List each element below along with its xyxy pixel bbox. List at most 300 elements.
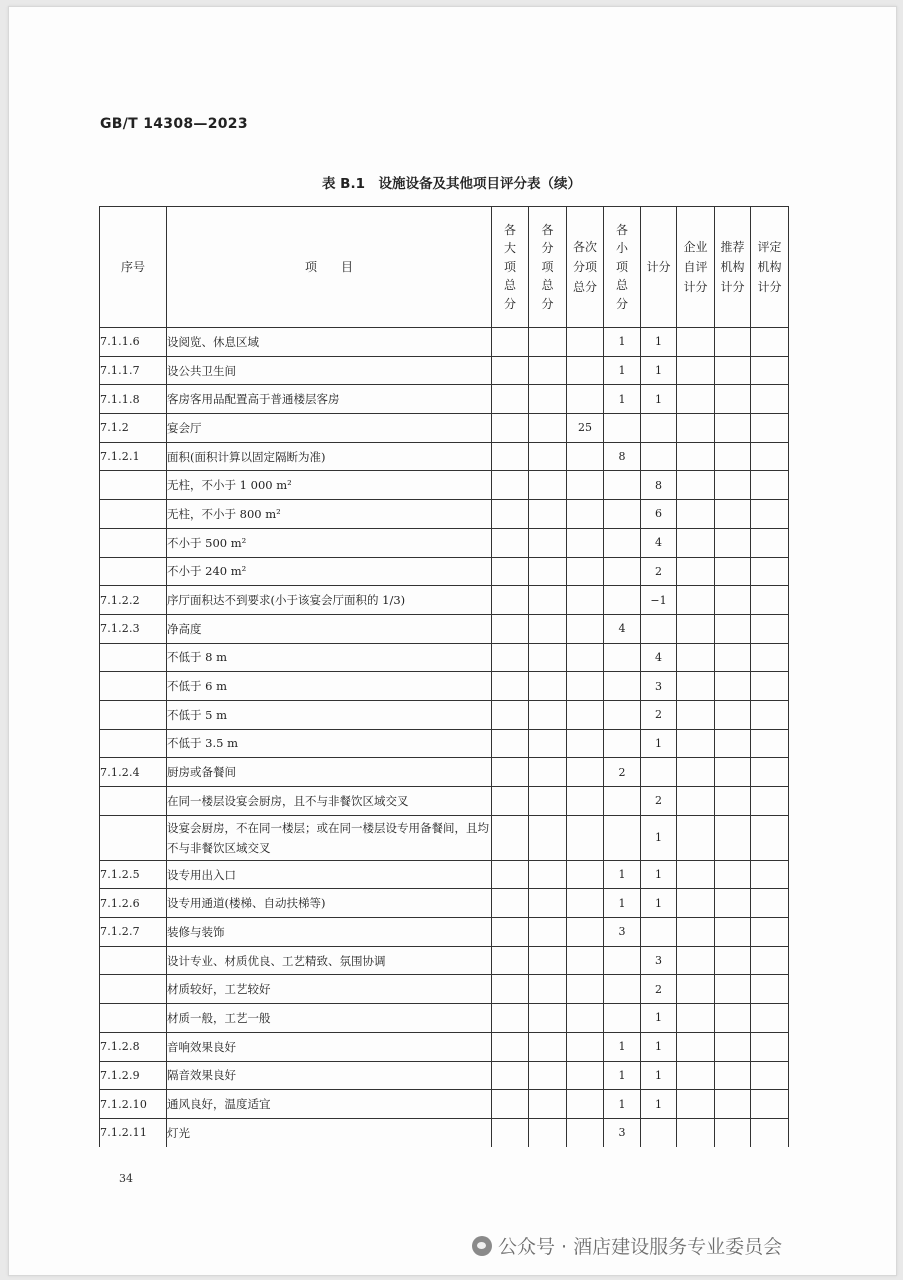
cell-c3 (567, 614, 604, 643)
cell-c1 (492, 1090, 529, 1119)
cell-c2 (529, 700, 567, 729)
cell-seq (100, 729, 167, 758)
cell-c2 (529, 918, 567, 947)
cell-self-eval (677, 1090, 715, 1119)
cell-c5: 1 (641, 889, 677, 918)
cell-self-eval (677, 557, 715, 586)
cell-c1 (492, 586, 529, 615)
cell-c4: 1 (604, 1061, 641, 1090)
cell-rating (751, 356, 789, 385)
cell-seq (100, 815, 167, 860)
cell-c2 (529, 672, 567, 701)
cell-rating (751, 758, 789, 787)
cell-recommend (715, 1032, 751, 1061)
cell-c3 (567, 1032, 604, 1061)
cell-c2 (529, 356, 567, 385)
cell-c5: 4 (641, 643, 677, 672)
cell-c4: 1 (604, 385, 641, 414)
cell-item: 设专用出入口 (167, 860, 492, 889)
table-row (100, 1118, 789, 1147)
table-row (100, 918, 789, 947)
cell-rating (751, 1061, 789, 1090)
cell-seq (100, 700, 167, 729)
cell-c2 (529, 385, 567, 414)
table-row (100, 946, 789, 975)
table-row (100, 557, 789, 586)
cell-recommend (715, 614, 751, 643)
cell-rating (751, 1004, 789, 1033)
cell-seq (100, 471, 167, 500)
cell-self-eval (677, 975, 715, 1004)
cell-c3 (567, 356, 604, 385)
cell-item: 设公共卫生间 (167, 356, 492, 385)
cell-c4 (604, 528, 641, 557)
cell-item: 不小于 500 m² (167, 528, 492, 557)
cell-c4 (604, 946, 641, 975)
cell-rating (751, 614, 789, 643)
cell-item: 隔音效果良好 (167, 1061, 492, 1090)
cell-seq (100, 946, 167, 975)
table-row (100, 889, 789, 918)
cell-c3 (567, 528, 604, 557)
watermark-text: 公众号 · 酒店建设服务专业委员会 (498, 1236, 783, 1258)
cell-item: 材质一般，工艺一般 (167, 1004, 492, 1033)
cell-c1 (492, 500, 529, 529)
cell-c5: 1 (641, 385, 677, 414)
cell-c5: 1 (641, 356, 677, 385)
cell-self-eval (677, 500, 715, 529)
cell-rating (751, 500, 789, 529)
header-minor-total: 各小项总分 (604, 207, 641, 328)
cell-c1 (492, 1004, 529, 1033)
header-seq: 序号 (100, 207, 167, 328)
cell-seq: 7.1.2.4 (100, 758, 167, 787)
cell-c4 (604, 787, 641, 816)
cell-c3 (567, 385, 604, 414)
page-number: 34 (119, 1172, 133, 1185)
cell-c3 (567, 975, 604, 1004)
cell-self-eval (677, 860, 715, 889)
cell-rating (751, 1032, 789, 1061)
table-header-row (100, 207, 789, 328)
table-row (100, 442, 789, 471)
cell-c3 (567, 758, 604, 787)
cell-c5: 1 (641, 328, 677, 357)
cell-self-eval (677, 815, 715, 860)
cell-recommend (715, 758, 751, 787)
cell-c1 (492, 643, 529, 672)
cell-rating (751, 672, 789, 701)
cell-c4 (604, 729, 641, 758)
cell-c1 (492, 1118, 529, 1147)
table-row (100, 1061, 789, 1090)
cell-c2 (529, 1090, 567, 1119)
cell-self-eval (677, 1061, 715, 1090)
table-row (100, 614, 789, 643)
cell-c1 (492, 700, 529, 729)
cell-recommend (715, 586, 751, 615)
cell-seq: 7.1.2.3 (100, 614, 167, 643)
cell-seq: 7.1.2.5 (100, 860, 167, 889)
cell-item: 厨房或备餐间 (167, 758, 492, 787)
cell-self-eval (677, 356, 715, 385)
table-row (100, 328, 789, 357)
cell-item: 不低于 5 m (167, 700, 492, 729)
cell-item: 设阅览、休息区域 (167, 328, 492, 357)
cell-rating (751, 471, 789, 500)
table-row (100, 414, 789, 443)
cell-c3 (567, 889, 604, 918)
cell-c2 (529, 500, 567, 529)
cell-rating (751, 729, 789, 758)
cell-recommend (715, 643, 751, 672)
table-row (100, 787, 789, 816)
cell-recommend (715, 815, 751, 860)
cell-c3 (567, 557, 604, 586)
cell-self-eval (677, 672, 715, 701)
cell-self-eval (677, 414, 715, 443)
cell-c1 (492, 614, 529, 643)
cell-c1 (492, 672, 529, 701)
cell-c5: 1 (641, 729, 677, 758)
cell-recommend (715, 414, 751, 443)
cell-c3 (567, 586, 604, 615)
header-rating: 评定机构计分 (751, 207, 789, 328)
cell-c2 (529, 758, 567, 787)
cell-rating (751, 700, 789, 729)
cell-c2 (529, 614, 567, 643)
table-row (100, 385, 789, 414)
cell-rating (751, 328, 789, 357)
cell-rating (751, 889, 789, 918)
watermark (472, 1232, 782, 1259)
cell-seq: 7.1.2.9 (100, 1061, 167, 1090)
cell-c4: 1 (604, 356, 641, 385)
cell-c1 (492, 557, 529, 586)
cell-item: 材质较好，工艺较好 (167, 975, 492, 1004)
cell-c3 (567, 787, 604, 816)
cell-rating (751, 1090, 789, 1119)
cell-c4 (604, 815, 641, 860)
cell-c5: 1 (641, 815, 677, 860)
cell-c3: 25 (567, 414, 604, 443)
cell-c2 (529, 442, 567, 471)
cell-c1 (492, 946, 529, 975)
cell-item: 灯光 (167, 1118, 492, 1147)
cell-self-eval (677, 442, 715, 471)
cell-recommend (715, 471, 751, 500)
cell-c4: 1 (604, 889, 641, 918)
cell-self-eval (677, 700, 715, 729)
cell-c2 (529, 1061, 567, 1090)
cell-c5 (641, 442, 677, 471)
cell-c5: 4 (641, 528, 677, 557)
cell-self-eval (677, 385, 715, 414)
cell-recommend (715, 1090, 751, 1119)
table-row (100, 1004, 789, 1033)
cell-rating (751, 557, 789, 586)
cell-c2 (529, 643, 567, 672)
cell-seq (100, 1004, 167, 1033)
header-self-eval: 企业自评计分 (677, 207, 715, 328)
cell-seq (100, 528, 167, 557)
table-row (100, 700, 789, 729)
table-row (100, 500, 789, 529)
cell-c2 (529, 889, 567, 918)
cell-c3 (567, 729, 604, 758)
cell-c1 (492, 356, 529, 385)
cell-recommend (715, 557, 751, 586)
cell-self-eval (677, 889, 715, 918)
header-subsub-total: 各次分项总分 (567, 207, 604, 328)
cell-c2 (529, 586, 567, 615)
cell-self-eval (677, 787, 715, 816)
cell-c1 (492, 815, 529, 860)
cell-recommend (715, 946, 751, 975)
cell-c3 (567, 672, 604, 701)
cell-item: 装修与装饰 (167, 918, 492, 947)
cell-c2 (529, 946, 567, 975)
cell-c2 (529, 1118, 567, 1147)
cell-item: 不低于 3.5 m (167, 729, 492, 758)
cell-seq: 7.1.1.8 (100, 385, 167, 414)
cell-c2 (529, 471, 567, 500)
cell-seq: 7.1.2.2 (100, 586, 167, 615)
cell-c4: 2 (604, 758, 641, 787)
cell-self-eval (677, 328, 715, 357)
cell-c5: 2 (641, 700, 677, 729)
cell-c4 (604, 1004, 641, 1033)
cell-c5: 1 (641, 860, 677, 889)
cell-c5: −1 (641, 586, 677, 615)
cell-recommend (715, 1004, 751, 1033)
table-row (100, 729, 789, 758)
table-caption: 表 B.1 设施设备及其他项目评分表（续） (321, 176, 581, 192)
cell-c3 (567, 1004, 604, 1033)
cell-c5 (641, 614, 677, 643)
cell-c2 (529, 729, 567, 758)
cell-seq (100, 787, 167, 816)
cell-c1 (492, 918, 529, 947)
cell-recommend (715, 442, 751, 471)
cell-c2 (529, 328, 567, 357)
cell-seq: 7.1.1.7 (100, 356, 167, 385)
cell-seq (100, 557, 167, 586)
cell-rating (751, 975, 789, 1004)
cell-c3 (567, 700, 604, 729)
cell-c5: 3 (641, 946, 677, 975)
cell-c5: 2 (641, 557, 677, 586)
table-row (100, 758, 789, 787)
cell-c4: 1 (604, 860, 641, 889)
cell-rating (751, 815, 789, 860)
cell-c5: 6 (641, 500, 677, 529)
cell-c3 (567, 946, 604, 975)
cell-self-eval (677, 946, 715, 975)
cell-rating (751, 385, 789, 414)
cell-rating (751, 918, 789, 947)
table-row (100, 815, 789, 860)
cell-c1 (492, 442, 529, 471)
cell-self-eval (677, 643, 715, 672)
cell-c4 (604, 471, 641, 500)
cell-c3 (567, 471, 604, 500)
cell-c3 (567, 1090, 604, 1119)
cell-c5: 2 (641, 975, 677, 1004)
header-score: 计分 (641, 207, 677, 328)
table-row (100, 471, 789, 500)
cell-recommend (715, 729, 751, 758)
cell-item: 序厅面积达不到要求(小于该宴会厅面积的 1/3) (167, 586, 492, 615)
cell-c1 (492, 860, 529, 889)
cell-c4: 3 (604, 1118, 641, 1147)
cell-c3 (567, 860, 604, 889)
cell-c4 (604, 586, 641, 615)
cell-c2 (529, 815, 567, 860)
cell-recommend (715, 672, 751, 701)
cell-item: 净高度 (167, 614, 492, 643)
standard-code: GB/T 14308—2023 (100, 116, 248, 132)
table-row (100, 1090, 789, 1119)
cell-c2 (529, 528, 567, 557)
cell-c2 (529, 860, 567, 889)
cell-rating (751, 787, 789, 816)
cell-c5: 8 (641, 471, 677, 500)
table-row (100, 1032, 789, 1061)
cell-c5: 3 (641, 672, 677, 701)
cell-c1 (492, 385, 529, 414)
cell-c1 (492, 414, 529, 443)
cell-c2 (529, 975, 567, 1004)
cell-item: 无柱，不小于 1 000 m² (167, 471, 492, 500)
cell-c5: 1 (641, 1032, 677, 1061)
cell-c4 (604, 500, 641, 529)
cell-c2 (529, 1004, 567, 1033)
cell-c3 (567, 918, 604, 947)
cell-c4 (604, 672, 641, 701)
cell-c5: 1 (641, 1090, 677, 1119)
cell-item: 不小于 240 m² (167, 557, 492, 586)
cell-item: 在同一楼层设宴会厨房，且不与非餐饮区域交叉 (167, 787, 492, 816)
cell-seq (100, 672, 167, 701)
table-row (100, 586, 789, 615)
cell-recommend (715, 787, 751, 816)
cell-c4 (604, 975, 641, 1004)
cell-recommend (715, 1118, 751, 1147)
cell-c3 (567, 328, 604, 357)
cell-c4: 1 (604, 1032, 641, 1061)
cell-seq (100, 975, 167, 1004)
cell-c5: 1 (641, 1061, 677, 1090)
cell-item: 面积(面积计算以固定隔断为准) (167, 442, 492, 471)
table-body (100, 328, 789, 1148)
cell-self-eval (677, 1118, 715, 1147)
cell-c3 (567, 1118, 604, 1147)
cell-self-eval (677, 729, 715, 758)
cell-c3 (567, 815, 604, 860)
cell-seq: 7.1.2.8 (100, 1032, 167, 1061)
cell-rating (751, 643, 789, 672)
cell-c4: 8 (604, 442, 641, 471)
cell-self-eval (677, 471, 715, 500)
cell-recommend (715, 500, 751, 529)
cell-c5 (641, 758, 677, 787)
wechat-icon (472, 1236, 492, 1256)
cell-seq: 7.1.2.6 (100, 889, 167, 918)
cell-c5 (641, 918, 677, 947)
cell-c3 (567, 500, 604, 529)
cell-recommend (715, 700, 751, 729)
cell-c4: 4 (604, 614, 641, 643)
cell-rating (751, 414, 789, 443)
table-row (100, 975, 789, 1004)
cell-self-eval (677, 586, 715, 615)
cell-recommend (715, 356, 751, 385)
cell-self-eval (677, 528, 715, 557)
table-row (100, 528, 789, 557)
cell-rating (751, 860, 789, 889)
cell-rating (751, 1118, 789, 1147)
cell-recommend (715, 918, 751, 947)
cell-item: 不低于 6 m (167, 672, 492, 701)
cell-self-eval (677, 918, 715, 947)
cell-rating (751, 528, 789, 557)
header-recommend: 推荐机构计分 (715, 207, 751, 328)
cell-c2 (529, 787, 567, 816)
cell-seq: 7.1.2 (100, 414, 167, 443)
table-row (100, 860, 789, 889)
cell-c5 (641, 414, 677, 443)
table-row (100, 356, 789, 385)
scoring-table (99, 206, 789, 1147)
cell-c3 (567, 442, 604, 471)
cell-item: 音响效果良好 (167, 1032, 492, 1061)
cell-c2 (529, 557, 567, 586)
cell-recommend (715, 975, 751, 1004)
table-row (100, 643, 789, 672)
cell-item: 客房客用品配置高于普通楼层客房 (167, 385, 492, 414)
cell-item: 通风良好，温度适宜 (167, 1090, 492, 1119)
cell-seq: 7.1.2.1 (100, 442, 167, 471)
cell-seq: 7.1.2.10 (100, 1090, 167, 1119)
cell-c1 (492, 528, 529, 557)
cell-c4: 1 (604, 328, 641, 357)
cell-seq: 7.1.1.6 (100, 328, 167, 357)
cell-c1 (492, 328, 529, 357)
cell-self-eval (677, 614, 715, 643)
header-sub-total: 各分项总分 (529, 207, 567, 328)
cell-c3 (567, 643, 604, 672)
header-major-total: 各大项总分 (492, 207, 529, 328)
header-item: 项 目 (167, 207, 492, 328)
cell-c1 (492, 1032, 529, 1061)
cell-item: 设宴会厨房，不在同一楼层；或在同一楼层设专用备餐间，且均不与非餐饮区域交叉 (167, 815, 492, 860)
cell-c4: 1 (604, 1090, 641, 1119)
cell-self-eval (677, 1032, 715, 1061)
cell-rating (751, 946, 789, 975)
cell-c1 (492, 1061, 529, 1090)
table-row (100, 672, 789, 701)
cell-recommend (715, 1061, 751, 1090)
cell-recommend (715, 385, 751, 414)
cell-c1 (492, 889, 529, 918)
cell-seq: 7.1.2.11 (100, 1118, 167, 1147)
cell-c1 (492, 758, 529, 787)
cell-item: 设专用通道(楼梯、自动扶梯等) (167, 889, 492, 918)
cell-seq (100, 643, 167, 672)
cell-item: 宴会厅 (167, 414, 492, 443)
cell-c4: 3 (604, 918, 641, 947)
